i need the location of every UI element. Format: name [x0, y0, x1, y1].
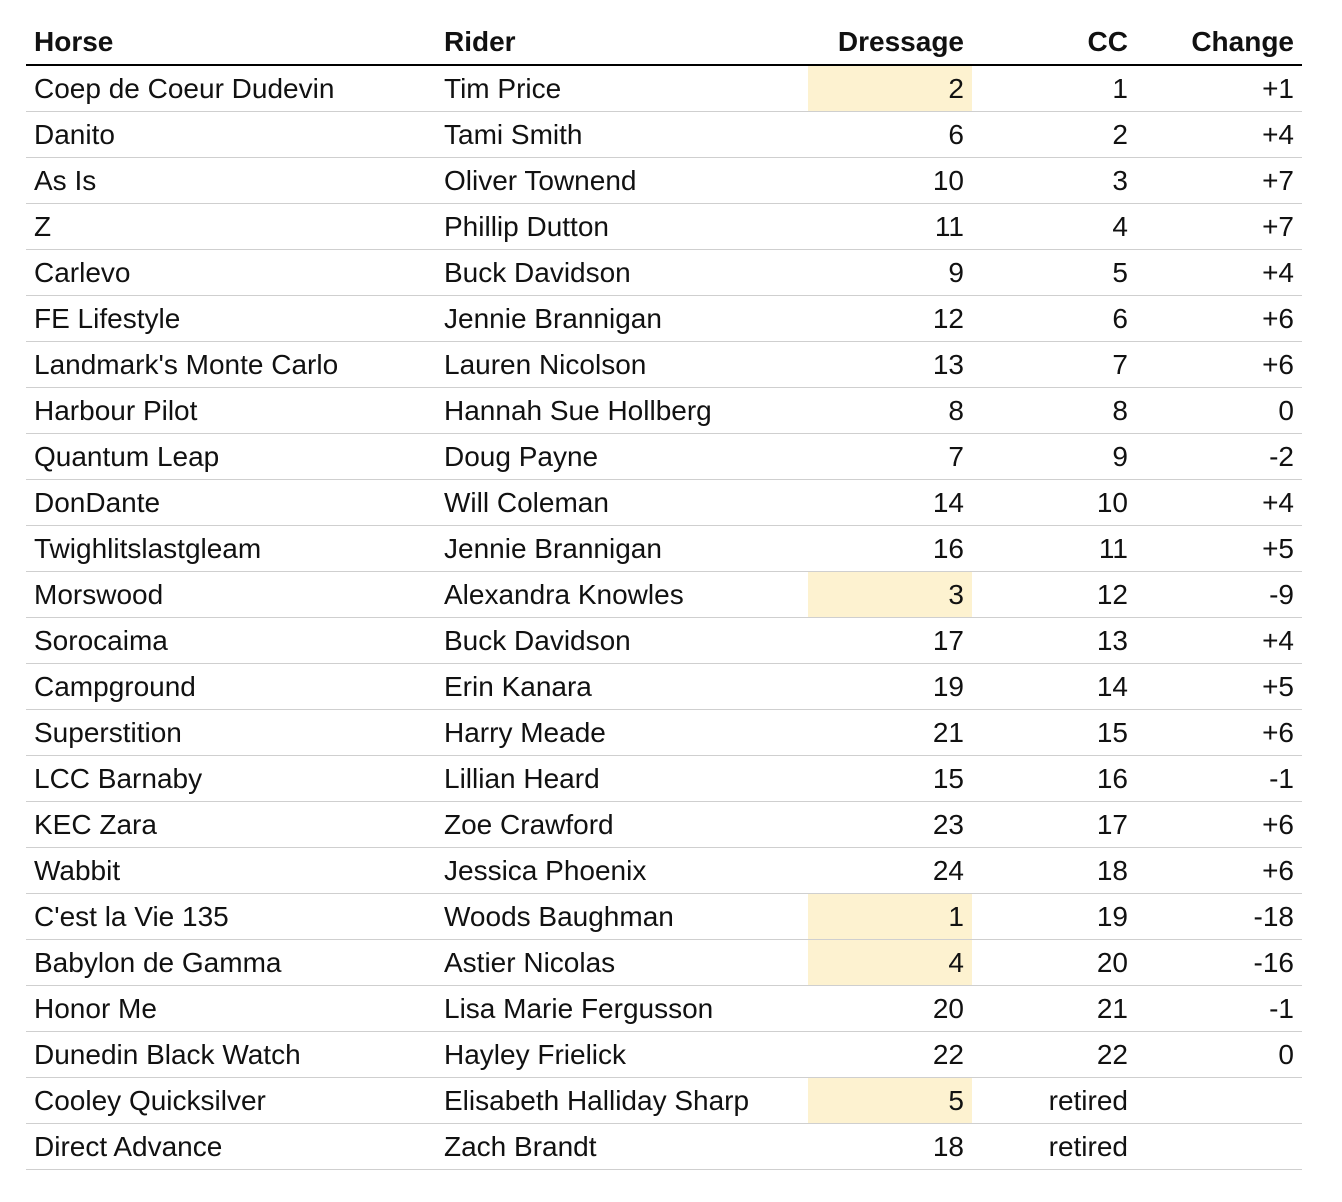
cell-rider: Astier Nicolas	[436, 940, 808, 986]
cell-horse: Campground	[26, 664, 436, 710]
cell-change: 0	[1136, 388, 1302, 434]
cell-horse: Carlevo	[26, 250, 436, 296]
cell-dressage: 19	[808, 664, 972, 710]
cell-rider: Buck Davidson	[436, 618, 808, 664]
cell-dressage: 5	[808, 1078, 972, 1124]
cell-dressage: 8	[808, 388, 972, 434]
cell-cc: 10	[972, 480, 1136, 526]
cell-cc: 13	[972, 618, 1136, 664]
header-horse: Horse	[26, 20, 436, 65]
cell-dressage: 14	[808, 480, 972, 526]
cell-change: -1	[1136, 986, 1302, 1032]
cell-rider: Harry Meade	[436, 710, 808, 756]
cell-cc: 19	[972, 894, 1136, 940]
cell-dressage: 17	[808, 618, 972, 664]
cell-dressage: 22	[808, 1032, 972, 1078]
cell-dressage: 6	[808, 112, 972, 158]
cell-dressage: 24	[808, 848, 972, 894]
table-row	[26, 158, 1302, 204]
cell-horse: Superstition	[26, 710, 436, 756]
header-row	[26, 20, 1302, 65]
cell-change: -16	[1136, 940, 1302, 986]
table-row	[26, 342, 1302, 388]
cell-change: +1	[1136, 65, 1302, 112]
header-dressage: Dressage	[808, 20, 972, 65]
cell-horse: As Is	[26, 158, 436, 204]
cell-dressage: 2	[808, 65, 972, 112]
cell-cc: 18	[972, 848, 1136, 894]
cell-rider: Will Coleman	[436, 480, 808, 526]
cell-horse: Coep de Coeur Dudevin	[26, 65, 436, 112]
table-row	[26, 756, 1302, 802]
table-body	[26, 65, 1302, 1170]
cell-change	[1136, 1078, 1302, 1124]
table-row	[26, 618, 1302, 664]
cell-change: +6	[1136, 848, 1302, 894]
cell-dressage: 16	[808, 526, 972, 572]
cell-rider: Tami Smith	[436, 112, 808, 158]
cell-change: +5	[1136, 526, 1302, 572]
cell-cc: retired	[972, 1078, 1136, 1124]
cell-rider: Alexandra Knowles	[436, 572, 808, 618]
table-row	[26, 434, 1302, 480]
cell-cc: 15	[972, 710, 1136, 756]
cell-horse: Direct Advance	[26, 1124, 436, 1170]
cell-dressage: 13	[808, 342, 972, 388]
table-row	[26, 480, 1302, 526]
cell-horse: C'est la Vie 135	[26, 894, 436, 940]
results-table	[26, 20, 1302, 1170]
cell-rider: Elisabeth Halliday Sharp	[436, 1078, 808, 1124]
cell-change: -18	[1136, 894, 1302, 940]
cell-horse: Cooley Quicksilver	[26, 1078, 436, 1124]
cell-horse: DonDante	[26, 480, 436, 526]
cell-cc: 2	[972, 112, 1136, 158]
header-cc: CC	[972, 20, 1136, 65]
cell-rider: Hayley Frielick	[436, 1032, 808, 1078]
table-row	[26, 940, 1302, 986]
cell-dressage: 10	[808, 158, 972, 204]
table-row	[26, 894, 1302, 940]
table-row	[26, 664, 1302, 710]
cell-change: +6	[1136, 342, 1302, 388]
cell-cc: 12	[972, 572, 1136, 618]
cell-cc: 9	[972, 434, 1136, 480]
table-row	[26, 986, 1302, 1032]
cell-horse: Landmark's Monte Carlo	[26, 342, 436, 388]
cell-change: +7	[1136, 158, 1302, 204]
cell-rider: Phillip Dutton	[436, 204, 808, 250]
cell-change: +7	[1136, 204, 1302, 250]
cell-change: +5	[1136, 664, 1302, 710]
table-row	[26, 1032, 1302, 1078]
cell-cc: retired	[972, 1124, 1136, 1170]
cell-rider: Erin Kanara	[436, 664, 808, 710]
cell-change: -2	[1136, 434, 1302, 480]
cell-change: 0	[1136, 1032, 1302, 1078]
cell-horse: KEC Zara	[26, 802, 436, 848]
cell-change: -1	[1136, 756, 1302, 802]
cell-cc: 20	[972, 940, 1136, 986]
cell-cc: 14	[972, 664, 1136, 710]
cell-rider: Jennie Brannigan	[436, 296, 808, 342]
cell-horse: LCC Barnaby	[26, 756, 436, 802]
table-row	[26, 388, 1302, 434]
cell-dressage: 15	[808, 756, 972, 802]
cell-dressage: 3	[808, 572, 972, 618]
table-row	[26, 526, 1302, 572]
cell-rider: Jessica Phoenix	[436, 848, 808, 894]
cell-rider: Hannah Sue Hollberg	[436, 388, 808, 434]
cell-rider: Lisa Marie Fergusson	[436, 986, 808, 1032]
cell-horse: Danito	[26, 112, 436, 158]
cell-horse: Sorocaima	[26, 618, 436, 664]
cell-horse: Quantum Leap	[26, 434, 436, 480]
cell-cc: 16	[972, 756, 1136, 802]
table-row	[26, 848, 1302, 894]
cell-change: +4	[1136, 618, 1302, 664]
cell-rider: Zoe Crawford	[436, 802, 808, 848]
cell-change: +6	[1136, 296, 1302, 342]
cell-change	[1136, 1124, 1302, 1170]
cell-horse: Honor Me	[26, 986, 436, 1032]
cell-dressage: 21	[808, 710, 972, 756]
cell-dressage: 20	[808, 986, 972, 1032]
cell-horse: Babylon de Gamma	[26, 940, 436, 986]
cell-dressage: 12	[808, 296, 972, 342]
cell-rider: Woods Baughman	[436, 894, 808, 940]
cell-rider: Tim Price	[436, 65, 808, 112]
cell-horse: Wabbit	[26, 848, 436, 894]
table-row	[26, 1124, 1302, 1170]
cell-cc: 4	[972, 204, 1136, 250]
cell-change: +6	[1136, 710, 1302, 756]
cell-dressage: 4	[808, 940, 972, 986]
cell-horse: FE Lifestyle	[26, 296, 436, 342]
table-row	[26, 296, 1302, 342]
cell-horse: Morswood	[26, 572, 436, 618]
cell-rider: Doug Payne	[436, 434, 808, 480]
cell-rider: Jennie Brannigan	[436, 526, 808, 572]
table-row	[26, 802, 1302, 848]
cell-cc: 8	[972, 388, 1136, 434]
cell-cc: 3	[972, 158, 1136, 204]
cell-dressage: 7	[808, 434, 972, 480]
cell-cc: 6	[972, 296, 1136, 342]
cell-dressage: 9	[808, 250, 972, 296]
cell-change: +4	[1136, 112, 1302, 158]
cell-cc: 1	[972, 65, 1136, 112]
cell-cc: 22	[972, 1032, 1136, 1078]
cell-rider: Lauren Nicolson	[436, 342, 808, 388]
cell-rider: Buck Davidson	[436, 250, 808, 296]
table-row	[26, 250, 1302, 296]
cell-cc: 21	[972, 986, 1136, 1032]
table-row	[26, 1078, 1302, 1124]
cell-rider: Oliver Townend	[436, 158, 808, 204]
cell-horse: Z	[26, 204, 436, 250]
header-change: Change	[1136, 20, 1302, 65]
cell-rider: Zach Brandt	[436, 1124, 808, 1170]
cell-change: -9	[1136, 572, 1302, 618]
cell-cc: 11	[972, 526, 1136, 572]
table-row	[26, 572, 1302, 618]
cell-dressage: 18	[808, 1124, 972, 1170]
cell-horse: Harbour Pilot	[26, 388, 436, 434]
cell-cc: 5	[972, 250, 1136, 296]
cell-change: +4	[1136, 480, 1302, 526]
table-row	[26, 204, 1302, 250]
cell-horse: Dunedin Black Watch	[26, 1032, 436, 1078]
table-row	[26, 112, 1302, 158]
table-row	[26, 65, 1302, 112]
cell-cc: 17	[972, 802, 1136, 848]
cell-dressage: 23	[808, 802, 972, 848]
header-rider: Rider	[436, 20, 808, 65]
cell-dressage: 11	[808, 204, 972, 250]
table-row	[26, 710, 1302, 756]
cell-dressage: 1	[808, 894, 972, 940]
cell-horse: Twighlitslastgleam	[26, 526, 436, 572]
cell-change: +6	[1136, 802, 1302, 848]
cell-cc: 7	[972, 342, 1136, 388]
cell-rider: Lillian Heard	[436, 756, 808, 802]
cell-change: +4	[1136, 250, 1302, 296]
